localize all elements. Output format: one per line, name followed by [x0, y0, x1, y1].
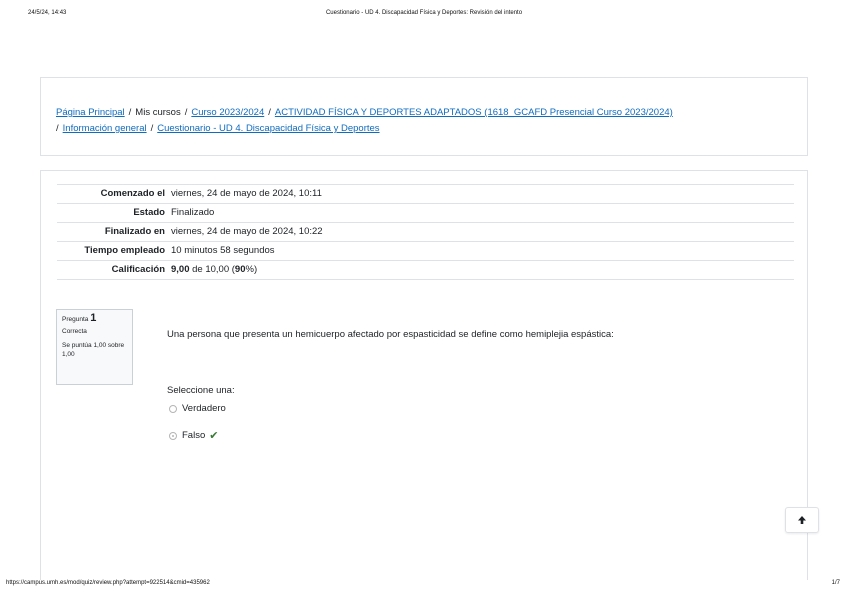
- breadcrumb-curso-link[interactable]: Curso 2023/2024: [191, 107, 265, 118]
- question-text: Una persona que presenta un hemicuerpo afectado por espasticidad se define como hemiplejia espástica:: [167, 329, 614, 340]
- breadcrumb: [56, 105, 796, 137]
- radio-button[interactable]: [169, 405, 177, 413]
- answer-label: Verdadero: [182, 403, 226, 414]
- arrow-up-icon: [797, 515, 807, 525]
- breadcrumb-separator: /: [56, 123, 59, 134]
- breadcrumb-container: [40, 77, 808, 156]
- breadcrumb-mis-cursos: Mis cursos: [135, 107, 181, 118]
- question-number: [62, 314, 127, 324]
- summary-row: [57, 185, 794, 204]
- breadcrumb-home-link[interactable]: Página Principal: [56, 107, 125, 118]
- summary-row: [57, 204, 794, 223]
- answer-label: Falso: [182, 430, 206, 441]
- breadcrumb-seccion-link[interactable]: Información general: [62, 123, 147, 134]
- print-page-title: Cuestionario - UD 4. Discapacidad Física y Deportes: Revisión del intento: [325, 10, 523, 16]
- summary-value: viernes, 24 de mayo de 2024, 10:22: [171, 226, 323, 237]
- question-grade: Se puntúa 1,00 sobre 1,00: [62, 342, 125, 358]
- radio-button-selected[interactable]: [169, 432, 177, 440]
- summary-label: Estado: [133, 207, 165, 218]
- quiz-review-container: [40, 170, 808, 580]
- summary-label: Comenzado el: [100, 188, 165, 199]
- breadcrumb-asignatura-link[interactable]: ACTIVIDAD FÍSICA Y DEPORTES ADAPTADOS (1618_GCAFD Presencial Curso 2023/2024): [274, 107, 673, 118]
- summary-label: Finalizado en: [104, 226, 165, 237]
- print-header: [0, 10, 848, 22]
- correct-check-icon: ✔: [209, 430, 219, 442]
- grade-percent: 90: [234, 264, 246, 275]
- question-label: Pregunta: [62, 316, 89, 323]
- answer-option-verdadero[interactable]: [169, 403, 226, 414]
- answer-option-falso[interactable]: [169, 429, 218, 442]
- summary-label: Tiempo empleado: [84, 245, 165, 256]
- summary-value: viernes, 24 de mayo de 2024, 10:11: [171, 188, 322, 199]
- breadcrumb-separator: /: [184, 107, 188, 118]
- print-datetime: 24/5/24, 14:43: [28, 10, 67, 16]
- summary-row: [57, 223, 794, 242]
- summary-row: [57, 242, 794, 261]
- breadcrumb-separator: /: [150, 123, 154, 134]
- grade-mid: de 10,00 (: [189, 264, 235, 275]
- print-page-count: 1/7: [831, 580, 840, 586]
- question-number-value: 1: [90, 312, 97, 324]
- grade-end: %): [245, 264, 258, 275]
- summary-row-grade: [57, 261, 794, 280]
- question-info-box: [56, 309, 133, 385]
- question-state: Correcta: [62, 328, 87, 335]
- grade-label: Calificación: [111, 264, 165, 275]
- attempt-summary-table: [57, 184, 794, 280]
- grade-score: 9,00: [171, 264, 190, 275]
- grade-value: [171, 261, 794, 280]
- summary-value: 10 minutos 58 segundos: [171, 245, 275, 256]
- breadcrumb-separator: /: [268, 107, 271, 118]
- print-url: https://campus.umh.es/mod/quiz/review.php?attempt=922514&cmid=435962: [6, 580, 210, 586]
- breadcrumb-separator: /: [128, 107, 132, 118]
- back-to-top-button[interactable]: [785, 507, 819, 533]
- answer-prompt: Seleccione una:: [167, 385, 235, 396]
- summary-value: Finalizado: [171, 207, 215, 218]
- breadcrumb-cuestionario-link[interactable]: Cuestionario - UD 4. Discapacidad Física y Deportes: [157, 123, 380, 134]
